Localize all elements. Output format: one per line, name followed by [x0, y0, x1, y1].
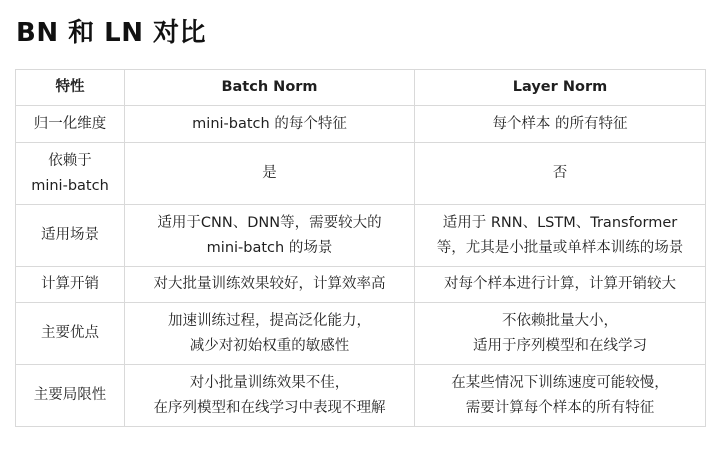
layer-norm-cell	[415, 267, 706, 303]
batch-norm-cell	[125, 205, 415, 267]
cell-line: 每个样本 的所有特征	[492, 115, 628, 132]
cell-line: 适用于序列模型和在线学习	[473, 337, 647, 354]
cell-line: 计算开销	[41, 276, 99, 292]
feature-cell	[16, 106, 125, 143]
feature-cell	[16, 143, 125, 205]
cell-line: 减少对初始权重的敏感性	[189, 337, 350, 354]
cell-line: 对每个样本进行计算，计算开销较大	[444, 276, 676, 292]
cell-line: 归一化维度	[33, 115, 107, 132]
cell-line: 否	[552, 165, 568, 181]
table-header-row	[16, 70, 706, 106]
header-feature: 特性	[16, 70, 125, 106]
table-row	[16, 365, 706, 427]
feature-cell	[16, 303, 125, 365]
page-title: BN 和 LN 对比	[16, 18, 207, 48]
cell-line: 等，尤其是小批量或单样本训练的场景	[436, 239, 684, 256]
cell-line: 加速训练过程，提高泛化能力，	[168, 312, 371, 329]
comparison-table	[15, 69, 706, 427]
cell-line: 适用于CNN、DNN等，需要较大的	[157, 214, 382, 231]
header-batch-norm: Batch Norm	[125, 70, 415, 106]
batch-norm-cell	[125, 303, 415, 365]
table-row	[16, 106, 706, 143]
cell-line: 不依赖批量大小，	[502, 312, 618, 329]
feature-cell	[16, 267, 125, 303]
cell-line: 需要计算每个样本的所有特征	[465, 399, 655, 416]
cell-line: 适用于 RNN、LSTM、Transformer	[442, 214, 678, 231]
cell-line: 对大批量训练效果较好，计算效率高	[153, 276, 386, 292]
layer-norm-cell	[415, 365, 706, 427]
table-row	[16, 303, 706, 365]
cell-line: 在序列模型和在线学习中表现不理解	[153, 399, 386, 416]
table-row	[16, 205, 706, 267]
cell-line: 对小批量训练效果不佳，	[189, 374, 350, 391]
cell-line: 在某些情况下训练速度可能较慢，	[451, 374, 669, 391]
layer-norm-cell	[415, 143, 706, 205]
table-row	[16, 143, 706, 205]
layer-norm-cell	[415, 303, 706, 365]
cell-line: 依赖于	[48, 152, 92, 169]
cell-line: 是	[262, 165, 277, 181]
batch-norm-cell	[125, 143, 415, 205]
feature-cell	[16, 205, 125, 267]
layer-norm-cell	[415, 205, 706, 267]
batch-norm-cell	[125, 106, 415, 143]
cell-line: mini-batch	[31, 177, 109, 194]
cell-line: 主要优点	[41, 325, 99, 341]
batch-norm-cell	[125, 365, 415, 427]
batch-norm-cell	[125, 267, 415, 303]
feature-cell	[16, 365, 125, 427]
cell-line: 适用场景	[41, 227, 99, 243]
header-layer-norm: Layer Norm	[415, 70, 706, 106]
cell-line: mini-batch 的每个特征	[192, 115, 347, 132]
layer-norm-cell	[415, 106, 706, 143]
cell-line: mini-batch 的场景	[206, 239, 333, 256]
table-row	[16, 267, 706, 303]
cell-line: 主要局限性	[33, 387, 107, 403]
